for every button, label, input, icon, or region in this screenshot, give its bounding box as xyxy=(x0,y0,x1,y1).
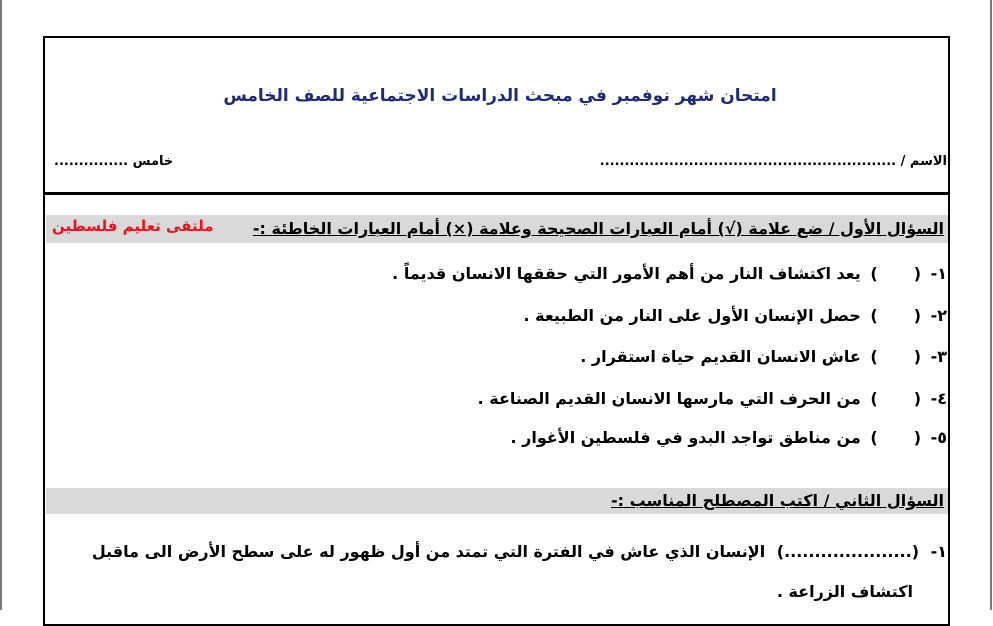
question-2-heading-band xyxy=(46,488,948,514)
answer-close-paren: ) xyxy=(870,389,878,408)
answer-close-paren: ) xyxy=(870,428,878,447)
page-edge-right xyxy=(990,0,992,610)
item-number: ٣- xyxy=(930,347,947,366)
name-label: الاسم / xyxy=(900,154,947,169)
class-field xyxy=(54,154,173,169)
class-label: خامس xyxy=(132,154,174,169)
class-blank: ............... xyxy=(54,154,129,169)
item-number: ٤- xyxy=(930,389,947,408)
page-edge-left xyxy=(0,0,2,610)
exam-frame xyxy=(43,36,950,626)
answer-close-paren: ) xyxy=(870,347,878,366)
item-text: من مناطق تواجد البدو في فلسطين الأغوار . xyxy=(510,428,861,447)
question-1-item xyxy=(580,347,947,366)
term-blank: (.....................) xyxy=(776,542,920,561)
item-number: ١- xyxy=(930,264,947,283)
answer-close-paren: ) xyxy=(870,264,878,283)
question-2-item xyxy=(92,542,947,561)
item-text: من الحرف التي مارسها الانسان القديم الصناعة . xyxy=(477,389,861,408)
answer-open-paren: ( xyxy=(913,347,922,366)
answer-close-paren: ) xyxy=(870,306,878,325)
item-text: الإنسان الذي عاش في الفترة التي تمتد من أول ظهور له على سطح الأرض الى ماقبل xyxy=(91,542,766,561)
item-number: ٢- xyxy=(930,306,947,325)
item-number: ٥- xyxy=(930,428,947,447)
answer-open-paren: ( xyxy=(913,428,922,447)
student-name-field xyxy=(600,154,947,169)
question-1-heading: السؤال الأول / ضع علامة (√) أمام العبارات الصحيحة وعلامة (×) أمام العبارات الخاطئة :- xyxy=(252,219,944,238)
question-1-item xyxy=(524,306,947,325)
question-2-heading: السؤال الثاني / اكتب المصطلح المناسب :- xyxy=(610,491,944,510)
item-text: حصل الإنسان الأول على النار من الطبيعة . xyxy=(523,306,861,325)
answer-open-paren: ( xyxy=(913,306,922,325)
answer-open-paren: ( xyxy=(913,264,922,283)
question-1-item xyxy=(392,264,947,283)
header-divider xyxy=(45,192,948,195)
source-label: ملتقى تعليم فلسطين xyxy=(52,217,214,235)
item-text: عاش الانسان القديم حياة استقرار . xyxy=(580,347,861,366)
answer-open-paren: ( xyxy=(913,389,922,408)
item-number: ١- xyxy=(930,542,947,561)
question-2-item-continuation: اكتشاف الزراعة . xyxy=(776,582,913,601)
item-text: يعد اكتشاف النار من أهم الأمور التي حققها الانسان قديماً . xyxy=(392,264,861,283)
question-1-item xyxy=(510,428,947,447)
name-blank: ............................................................ xyxy=(599,154,897,169)
exam-title: امتحان شهر نوفمبر في مبحث الدراسات الاجتماعية للصف الخامس xyxy=(223,86,777,106)
question-1-item xyxy=(478,389,947,408)
